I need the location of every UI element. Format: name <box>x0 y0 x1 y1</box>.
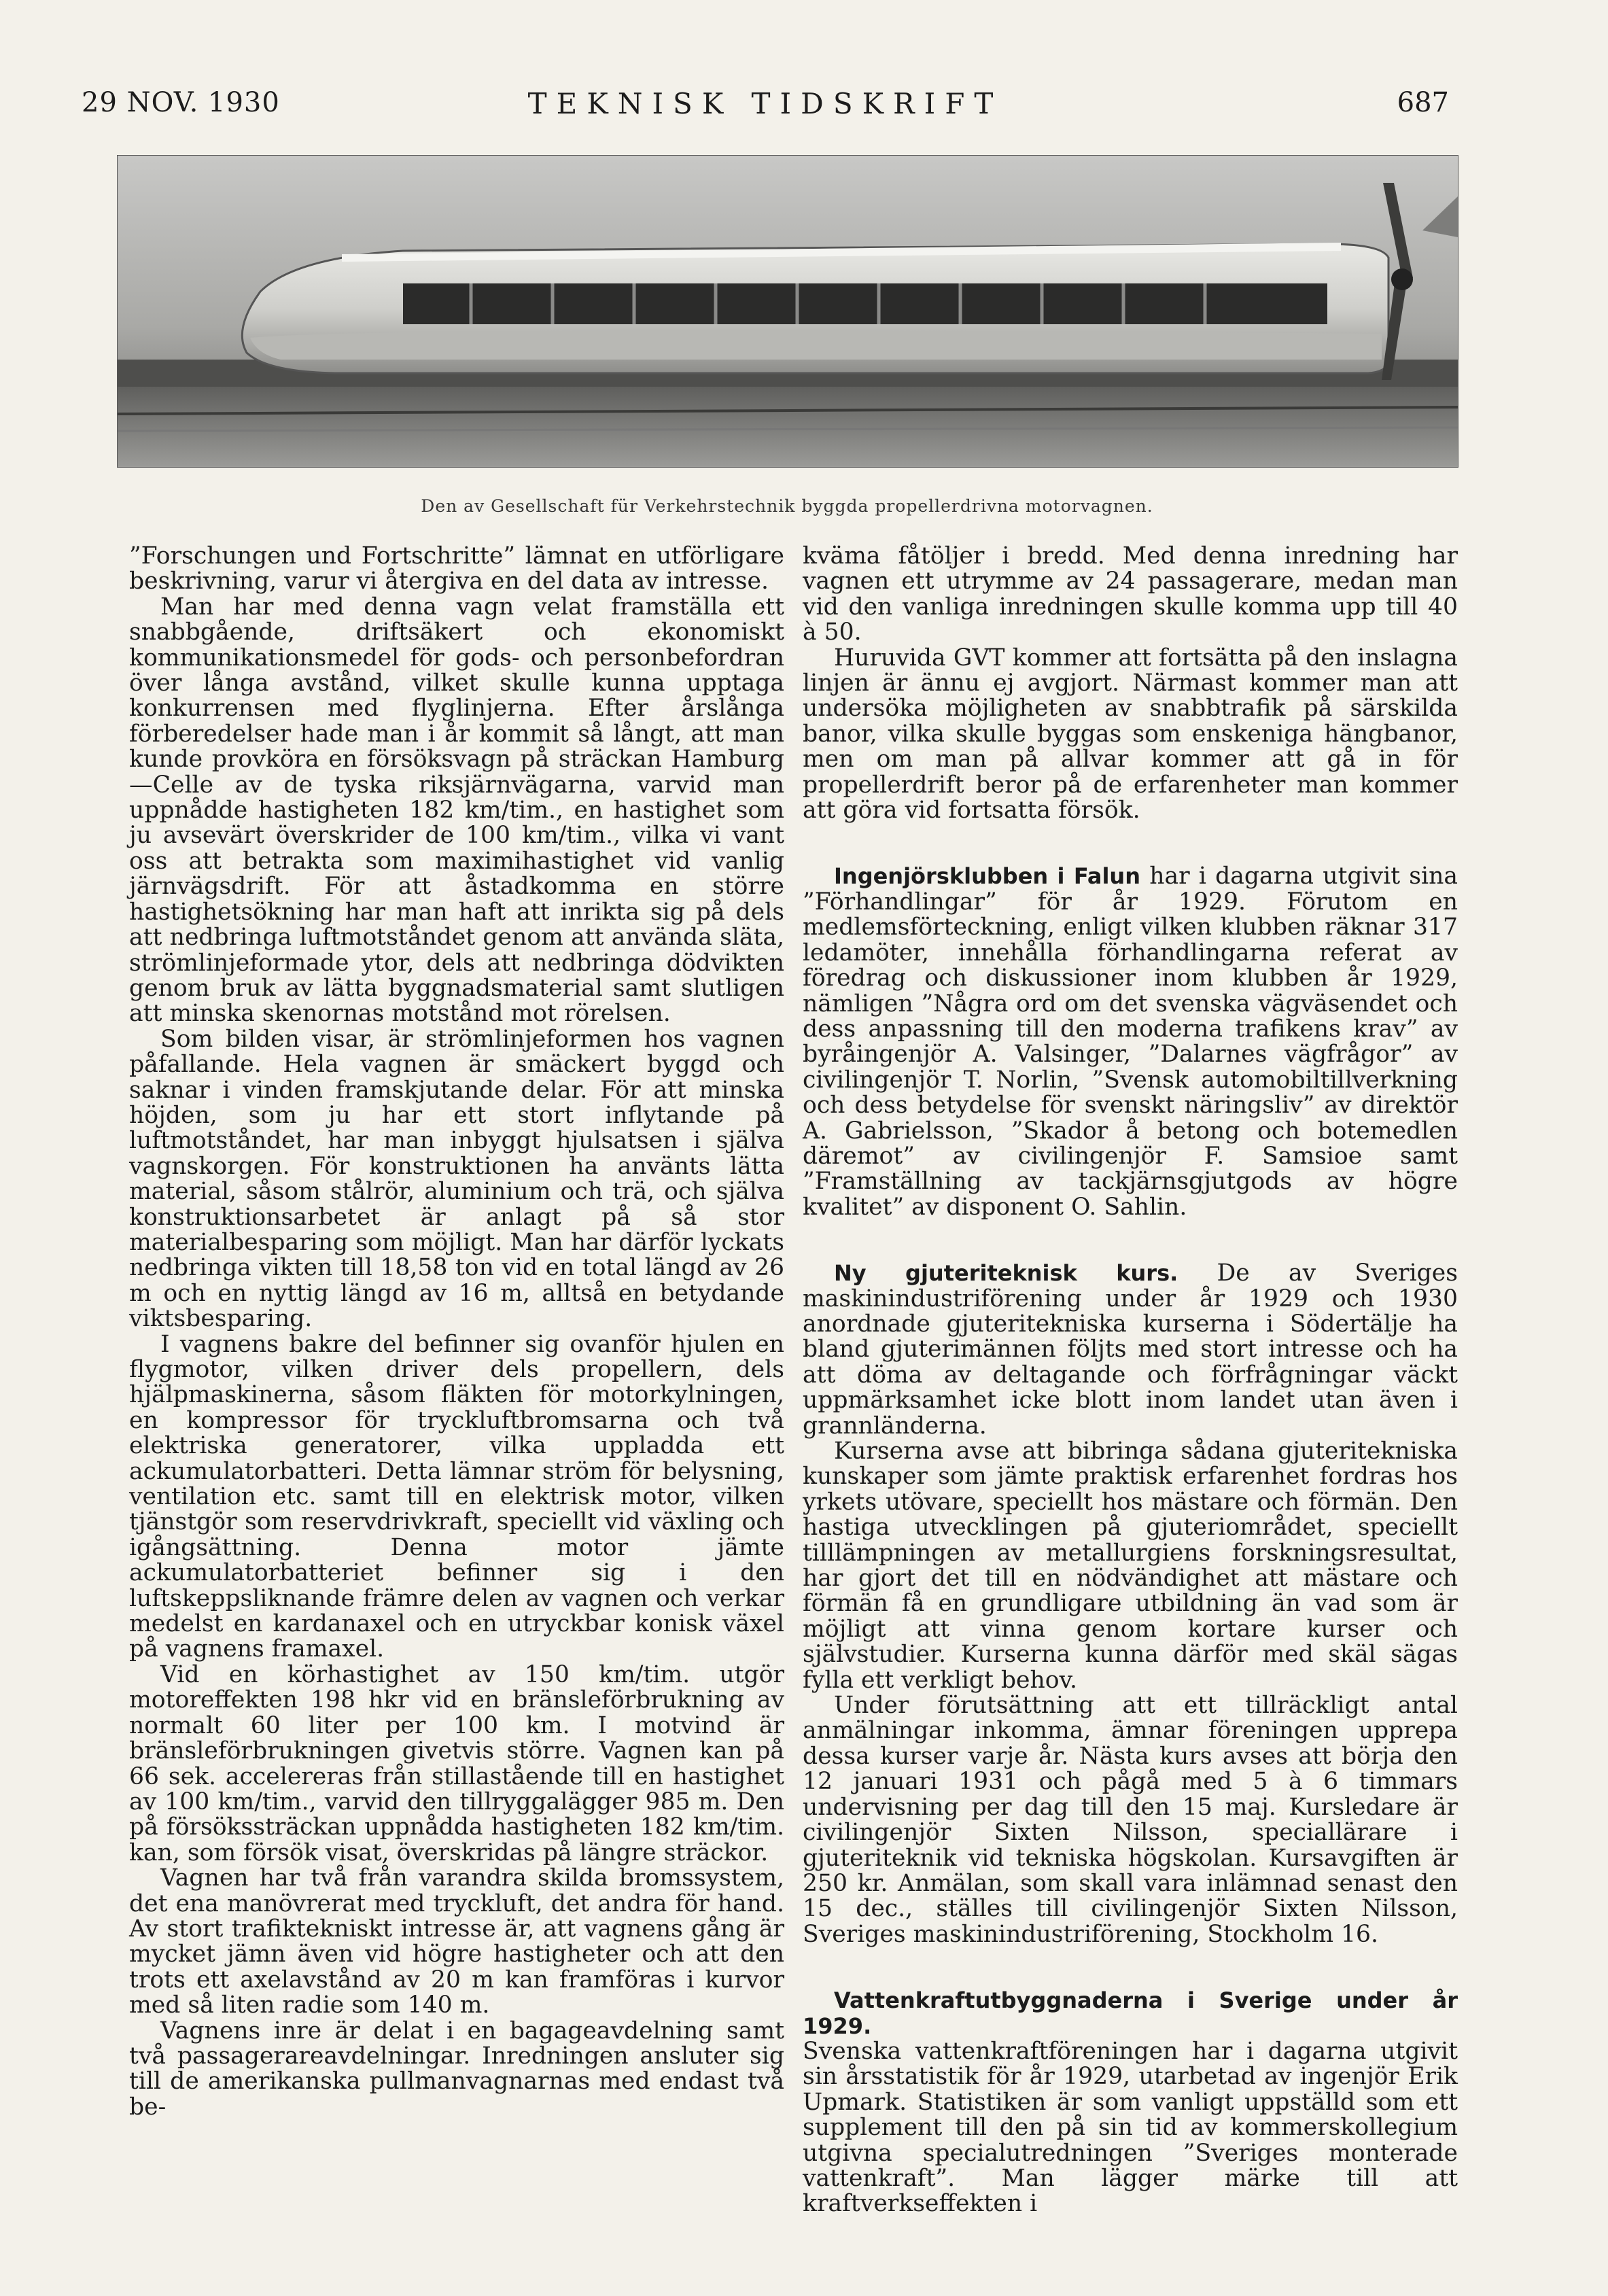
news-item-lead: De av Sveriges maskinindustriförening under år 1929 och 1930 anordnade gjuteritekniska kurserna i Södertälje ha bland gjuterimännen följts med stort intresse och ha att döma av deltagande och förfrågningar väckt uppmärksamhet icke blott inom landet utan även i grannländerna. <box>803 1259 1458 1440</box>
page-number: 687 <box>1397 87 1449 118</box>
news-item-lead: har i dagarna utgivit sina ”Förhandlingar” för år 1929. Förutom en medlemsförteckning, enligt vilken klubben räknar 317 ledamöter, innehålla förhandlingarna referat av föredrag och diskussioner inom klubben år 1929, nämligen ”Några ord om det svenska vägväsendet och dess anpassning till den moderna trafikens krav” av byråingenjör A. Valsinger, ”Dalarnes vägfrågor” av civilingenjör T. Norlin, ”Svensk automobiltillverkning och dess betydelse för svenskt näringsliv” av direktör A. Gabrielsson, ”Skador å betong och botemedlen däremot” av civilingenjör F. Samsioe samt ”Framställning av tackjärnsgjutgods av högre kvalitet” av disponent O. Sahlin. <box>803 863 1458 1221</box>
article-paragraph: Kurserna avse att bibringa sådana gjuteritekniska kunskaper som jämte praktisk erfarenhet fordras hos yrkets utövare, speciellt hos mästare och förmän. Den hastiga utvecklingen på gjuteriområdet, speciellt tilllämpningen av metallurgiens forskningsresultat, har gjort det till en nödvändighet att mästare och förmän få en grundligare utbildning än vad som är möjligt att vinna genom kortare kurser och självstudier. Kurserna kunna därför med skäl sägas fylla ett verkligt behov. <box>803 1438 1458 1694</box>
article-paragraph: Som bilden visar, är strömlinjeformen hos vagnen påfallande. Hela vagnen är smäckert byggd och saknar i vinden framskjutande delar. För att minska höjden, som ju har ett stort inflytande på luftmotståndet, har man inbyggt hjulsatsen i själva vagnskorgen. För konstruktionen ha använts lätta material, såsom stålrör, aluminium och trä, och själva konstruktionsarbetet är anlagt på så stor materialbesparing som möjligt. Man har därför lyckats nedbringa vikten till 18,58 ton vid en total längd av 26 m och en nyttig längd av 16 m, alltså en betydande viktsbesparing. <box>129 1025 784 1333</box>
article-paragraph: Man har med denna vagn velat framställa ett snabbgående, driftsäkert och ekonomiskt kommunikationsmedel för gods- och personbefordran över långa avstånd, vilket skulle kunna upptaga konkurrensen med flyglinjerna. Efter årslånga förberedelser hade man i år kommit så långt, att man kunde provköra en försöksvagn på sträckan Hamburg—Celle av de tyska riksjärnvägarna, varvid man uppnådde hastigheten 182 km/tim., en hastighet som ju avsevärt överskrider de 100 km/tim., vilka vi vant oss att betrakta som maximihastighet vid vanlig järnvägsdrift. För att åstadkomma en större hastighetsökning har man haft att inrikta sig på dels att nedbringa luftmotståndet genom att använda släta, strömlinjeformade ytor, dels att nedbringa dödvikten genom bruk av lätta byggnadsmaterial samt slutligen att minska skenornas motstånd mot rörelsen. <box>129 593 784 1028</box>
article-paragraph: kväma fåtöljer i bredd. Med denna inredning har vagnen ett utrymme av 24 passagerare, medan man vid den vanliga inredningen skulle komma upp till 40 à 50. <box>803 542 1458 646</box>
article-paragraph: I vagnens bakre del befinner sig ovanför hjulen en flygmotor, vilken driver dels propellern, dels hjälpmaskinerna, såsom fläkten för motorkylningen, en kompressor för tryckluftbromsarna och två elektriska generatorer, vilka uppladda ett ackumulatorbatteri. Detta lämnar ström för belysning, ventilation etc. samt till en elektrisk motor, vilken tjänstgör som reservdrivkraft, speciellt vid växling och igångsättning. Denna motor jämte ackumulatorbatteriet befinner sig i den luftskeppsliknande främre delen av vagnen och verkar medelst en kardanaxel och en utryckbar konisk växel på vagnens framaxel. <box>129 1330 784 1663</box>
news-item-gjuteriteknisk-kurs <box>803 1261 1458 1947</box>
article-paragraph: Vid en körhastighet av 150 km/tim. utgör motoreffekten 198 hkr vid en bränsleförbrukning av normalt 60 liter per 100 km. I motvind är bränsleförbrukningen givetvis större. Vagnen kan på 66 sek. accelereras från stillastående till en hastighet av 100 km/tim., varvid den tillryggalägger 985 m. Den på försökssträckan uppnådda hastigheten 182 km/tim. kan, som försök visat, överskridas på längre sträckor. <box>129 1660 784 1866</box>
article-paragraph: ”Forschungen und Fortschritte” lämnat en utförligare beskrivning, varur vi återgiva en del data av intresse. <box>129 542 784 595</box>
news-item-heading: Vattenkraftutbyggnaderna i Sverige under år 1929. <box>803 1987 1458 2039</box>
news-item-body <box>803 1261 1458 1439</box>
figure-caption: Den av Gesellschaft für Verkehrstechnik byggda propellerdrivna motorvagnen. <box>421 496 1153 516</box>
issue-date: 29 NOV. 1930 <box>82 87 280 118</box>
article-paragraph: Svenska vattenkraftföreningen har i dagarna utgivit sin årsstatistik för år 1929, utarbetad av ingenjör Erik Upmark. Statistiken är som vanligt uppställd som ett supplement till den på sin tid av kommerskollegium utgivna specialutredningen ”Sveriges monterade vattenkraft”. Man lägger märke till att kraftverkseffekten i <box>803 2037 1458 2218</box>
page-header <box>82 87 1449 135</box>
news-item-heading: Ingenjörsklubben i Falun <box>834 863 1140 890</box>
railcar-photo <box>117 155 1458 468</box>
news-item-title-line <box>803 1988 1458 2039</box>
journal-title: TEKNISK TIDSKRIFT <box>527 87 1003 120</box>
left-column <box>129 544 784 2120</box>
news-item-vattenkraft <box>803 1988 1458 2217</box>
article-paragraph: Vagnens inre är delat i en bagageavdelning samt två passagerareavdelningar. Inredningen ansluter sig till de amerikanska pullmanvagnarnas med endast två be- <box>129 2017 784 2121</box>
article-paragraph: Under förutsättning att ett tillräckligt antal anmälningar inkomma, ämnar föreningen upprepa dessa kurser varje år. Nästa kurs avses att börja den 12 januari 1931 och pågå med 5 à 6 timmars undervisning per dag till den 15 maj. Kursledare är civilingenjör Sixten Nilsson, speciallärare i gjuteriteknik vid tekniska högskolan. Kursavgiften är 250 kr. Anmälan, som skall vara inlämnad senast den 15 dec., ställes till civilingenjör Sixten Nilsson, Sveriges maskinindustriförening, Stockholm 16. <box>803 1692 1458 1948</box>
article-paragraph: Vagnen har två från varandra skilda bromssystem, det ena manövrerat med tryckluft, det andra för hand. Av stort trafiktekniskt intresse är, att vagnens gång är mycket jämn även vid högre hastigheter och att den trots ett axelavstånd av 20 m kan framföras i kurvor med så liten radie som 140 m. <box>129 1864 784 2019</box>
news-item-ingenjorsklubben <box>803 864 1458 1220</box>
news-item-heading: Ny gjuteriteknisk kurs. <box>834 1260 1178 1287</box>
article-paragraph: Huruvida GVT kommer att fortsätta på den inslagna linjen är ännu ej avgjort. Närmast kommer man att undersöka möjligheten av snabbtrafik på särskilda banor, vilka skulle byggas som enskeniga hängbanor, men om man på allvar kommer att gå in för propellerdrift beror på de erfarenheter man kommer att göra vid fortsatta försök. <box>803 644 1458 824</box>
right-column <box>803 544 1458 2217</box>
news-item-body <box>803 864 1458 1220</box>
